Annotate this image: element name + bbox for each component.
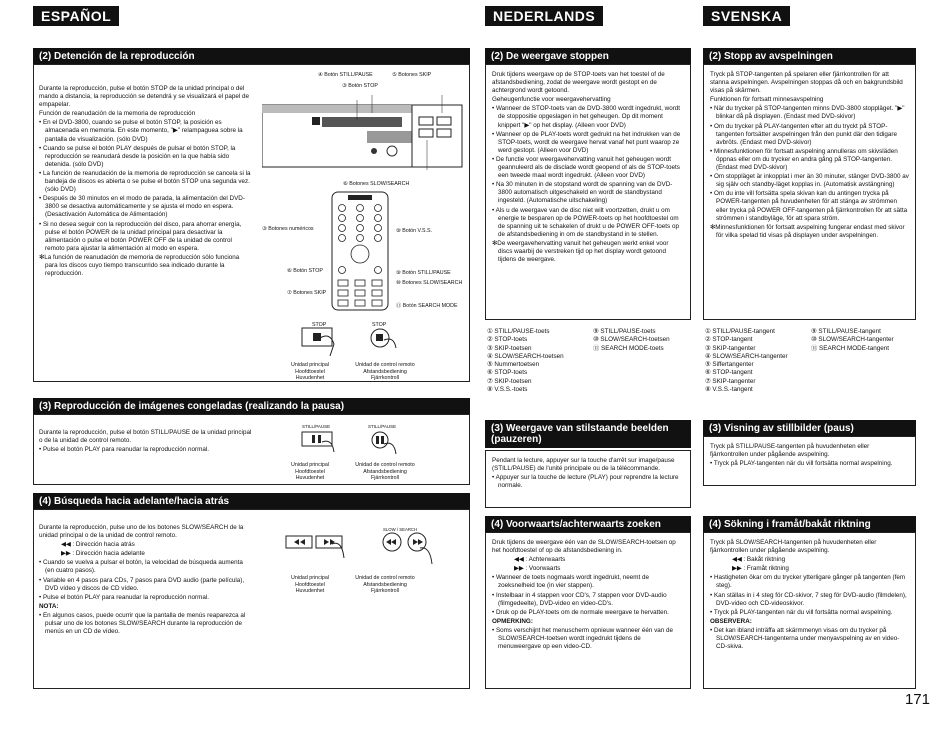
nl-legend-item: ⑨ STILL/PAUSE-toets xyxy=(593,328,656,335)
sv-legend-item: ⑥ STOP-tangent xyxy=(705,369,753,377)
nl-legend-item: ⑧ V.S.S.-toets xyxy=(487,386,528,394)
nl-legend-item: ⑩ SLOW/SEARCH-toetsen xyxy=(593,336,670,344)
es-s4_paras-paragraph: ▶▶ : Dirección hacia adelante xyxy=(61,550,145,558)
es-label-skip2: ⑦ Botones SKIP xyxy=(287,290,327,296)
es-s2_paras-paragraph: ✻La función de reanudación de memoria de reproducción sólo funciona para los discos cuyo tiempo transcurrido sea indicado durante la reproducción. xyxy=(39,253,240,278)
sv-s4_paras-paragraph: Tryck på SLOW/SEARCH-tangenten på huvudenheten eller fjärrkontrollen under pågående avspelning. xyxy=(710,539,877,555)
es-btn-slow-remote: SLOW / SEARCH xyxy=(383,527,418,532)
nl-s2_paras-paragraph: • Als u de weergave van de disc niet wilt voortzetten, drukt u om energie te besparen op de POWER-toets op het hoofdtoestel om de spanning uit te schakelen of drukt u de POWER OFF-toets op de afstandsbediening in om de standbystand in te stellen. xyxy=(492,206,679,238)
es-caption-main-3 xyxy=(275,575,345,595)
es-s2_paras-paragraph: • Cuando se pulse el botón PLAY después de pulsar el botón STOP, la reproducción se reanudará desde la posición en la que había sido detenida. (sólo DVD) xyxy=(39,144,236,168)
nl-s2_paras-paragraph: Geheugenfunctie voor weergavehervatting xyxy=(492,96,611,104)
nl-s4-box xyxy=(485,532,691,689)
nl-s2_paras-paragraph: • Wanneer de STOP-toets van de DVD-3800 wordt ingedrukt, wordt de stoppositie opgeslagen in het geheugen. Op dit moment knippert "▶" op het display. (Alleen voor DVD) xyxy=(492,105,681,129)
es-label-still-pause: ④ Botón STILL/PAUSE xyxy=(318,72,373,78)
caption-line: Fjärrkontroll xyxy=(371,375,399,381)
nl-legend-item: ⑪ SEARCH MODE-toets xyxy=(593,344,664,352)
remote-control-illustration xyxy=(330,190,390,312)
caption-line: Afstandsbediening xyxy=(363,468,407,475)
caption-line: Huvudenhet xyxy=(295,588,325,594)
sv-s4_paras-paragraph: • Kan ställas in i 4 steg för CD-skivor, 7 steg för DVD-audio (filmdelen), DVD-video och CD-videoskivor. xyxy=(710,591,907,607)
es-s4-text xyxy=(39,524,253,637)
lang-tab-sv: SVENSKA xyxy=(703,6,790,26)
caption-line: Hoofdtoestel xyxy=(295,368,325,375)
nl-s2_paras-paragraph: • De functie voor weergavehervatting vanuit het geheugen wordt geannuleerd als de disclade wordt geopend of als de STOP-toets een tweede maal wordt ingedrukt. (Alleen voor DVD) xyxy=(492,155,680,180)
nl-s4_paras-paragraph: • Druk op de PLAY-toets om de normale weergave te hervatten. xyxy=(492,608,669,616)
sv-legend-item: ② STOP-tangent xyxy=(705,336,753,344)
sv-legend-left xyxy=(705,328,788,394)
nl-legend-item: ⑤ Nummertoetsen xyxy=(487,361,540,369)
sv-legend-item: ③ SKIP-tangenter xyxy=(705,344,756,352)
sv-legend-item: ⑩ SLOW/SEARCH-tangenter xyxy=(811,336,894,344)
es-s4_paras-paragraph: NOTA: xyxy=(39,602,59,610)
nl-s4_paras-paragraph: Druk tijdens de weergave één van de SLOW/SEARCH-toetsen op het hoofdtoestel of op de afstandsbediening in. xyxy=(492,539,676,555)
es-caption-remote-3 xyxy=(350,575,420,595)
es-label-slow-search: ⑥ Botones SLOW/SEARCH xyxy=(343,181,410,187)
es-btn-stop-main: STOP xyxy=(312,322,327,328)
es-s2_paras-paragraph: • Después de 30 minutos en el modo de parada, la alimentación del DVD-3800 se desactiva automáticamente y se ajusta el modo en espera. (Desactivación Automática de Alimentación) xyxy=(39,195,245,219)
sv-s3_paras-paragraph: Tryck på STILL/PAUSE-tangenten på huvudenheten eller fjärrkontrollen under pågående avspelning. xyxy=(710,443,870,459)
sv-s3_paras-paragraph: • Tryck på PLAY-tangenten när du vill fortsätta normal avspelning. xyxy=(710,460,893,468)
sv-s4_paras-paragraph: • Det kan ibland inträffa att skärmmenyn visas om du trycker på SLOW/SEARCH-tangenterna under menyavspelning av en video-CD-skiva. xyxy=(710,626,900,651)
nl-legend-item: ① STILL/PAUSE-toets xyxy=(487,328,550,335)
es-s4_paras-paragraph: • Cuando se vuelva a pulsar el botón, la velocidad de búsqueda aumenta (en cuatro pasos). xyxy=(39,559,243,575)
es-s3_paras-paragraph: Durante la reproducción, pulse el botón STILL/PAUSE de la unidad principal o de la unidad de control remoto. xyxy=(39,429,252,445)
caption-line: Unidad de control remoto xyxy=(355,575,415,581)
dvd-player-illustration xyxy=(262,95,467,170)
es-s4_paras-paragraph: • Variable en 4 pasos para CDs, 7 pasos para DVD audio (parte película), DVD vídeo y discos de CD vídeo. xyxy=(39,576,245,592)
sv-legend-item: ⑤ Siffertangenter xyxy=(705,361,754,369)
es-label-stop2: ⑥ Botón STOP xyxy=(287,268,323,274)
es-s4_paras-paragraph: ◀◀ : Dirección hacia atrás xyxy=(61,541,135,549)
nl-legend-item: ③ SKIP-toetsen xyxy=(487,344,532,352)
nl-s4_paras-paragraph: ▶▶ : Voorwaarts xyxy=(514,565,561,573)
sv-legend-item: ⑪ SEARCH MODE-tangent xyxy=(811,344,890,352)
sv-s4-box xyxy=(703,532,916,689)
caption-line: Hoofdtoestel xyxy=(295,581,325,588)
nl-s4_paras-paragraph: • Soms verschijnt het menuscherm opnieuw wanneer één van de SLOW/SEARCH-toetsen wordt ingedrukt tijdens de menuweergave op een video-CD. xyxy=(492,626,674,651)
es-caption-main-1 xyxy=(275,362,345,382)
sv-s2_paras-paragraph: • När du trycker på STOP-tangenten minns DVD-3800 stoppläget. "▶" blinkar då på displayen. (Endast med DVD-skivor) xyxy=(710,105,905,121)
es-s3-text xyxy=(39,429,253,455)
nl-s4_paras-paragraph: OPMERKING: xyxy=(492,617,533,625)
es-s4_paras-paragraph: Durante la reproducción, pulse uno de los botones SLOW/SEARCH de la unidad principal o de la unidad de control remoto. xyxy=(39,524,244,540)
nl-s2-header: (2) De weergave stoppen xyxy=(485,48,691,65)
es-btn-stop-remote: STOP xyxy=(372,322,387,328)
caption-line: Afstandsbediening xyxy=(363,581,407,588)
nl-s2_paras-paragraph: Druk tijdens weergave op de STOP-toets van het toestel of de afstandsbediening, zodat de weergave wordt gestopt en de achtergrond wordt getoond. xyxy=(492,71,665,95)
es-caption-remote-1 xyxy=(350,362,420,382)
caption-line: Afstandsbediening xyxy=(363,368,407,375)
lang-tab-nl: NEDERLANDS xyxy=(485,6,603,26)
sv-legend-item: ⑦ SKIP-tangenter xyxy=(705,377,756,385)
sv-s2_paras-paragraph: • Om du trycker på PLAY-tangenten efter att du tryckt på STOP-tangenten fortsätter avspelningen från den punkt där den tidigare avbröts. (Endast med DVD-skivor) xyxy=(710,122,897,146)
sv-s2_paras-paragraph: Funktionen för fortsatt minnesavspelning xyxy=(710,96,824,104)
es-label-vss: ⑨ Botón V.S.S. xyxy=(396,228,433,234)
nl-s4-header: (4) Voorwaarts/achterwaarts zoeken xyxy=(485,516,691,533)
nl-legend-item: ② STOP-toets xyxy=(487,336,528,344)
es-s4_paras-paragraph: • En algunos casos, puede ocurrir que la pantalla de menús reaparezca al pulsar uno de los botones SLOW/SEARCH durante la reproducción de menús en un CD de vídeo. xyxy=(39,611,246,636)
es-s3-header: (3) Reproducción de imágenes congeladas (realizando la pausa) xyxy=(33,398,470,415)
nl-legend-item: ⑦ SKIP-toetsen xyxy=(487,377,532,385)
caption-line: Unidad principal xyxy=(291,362,329,368)
nl-s2_paras-paragraph: ✻De weergavehervatting vanuit het geheugen werkt enkel voor discs waarbij de verstreken tijd op het display wordt getoond tijdens de weergave. xyxy=(492,239,669,264)
es-label-slow2: ⑩ Botones SLOW/SEARCH xyxy=(396,280,463,286)
nl-s2-box xyxy=(485,64,691,320)
es-btn-still-main: STILL/PAUSE xyxy=(302,424,331,429)
nl-legend-left xyxy=(487,328,564,394)
sv-s4_paras-paragraph: • Hastigheten ökar om du trycker ytterligare gånger på tangenten (fem steg). xyxy=(710,574,906,590)
sv-s4_paras-paragraph: • Tryck på PLAY-tangenten när du vill fortsätta normal avspelning. xyxy=(710,608,893,616)
sv-s2-header: (2) Stopp av avspelningen xyxy=(703,48,916,65)
es-s2-text xyxy=(39,85,253,279)
caption-line: Unidad de control remoto xyxy=(355,462,415,468)
sv-legend-item: ⑨ STILL/PAUSE-tangent xyxy=(811,328,881,335)
page-number: 171 xyxy=(904,691,930,708)
caption-line: Huvudenhet xyxy=(295,475,325,481)
sv-legend-item: ① STILL/PAUSE-tangent xyxy=(705,328,775,335)
es-label-skip: ⑤ Botones SKIP xyxy=(392,72,432,78)
nl-s2_paras-paragraph: • Wanneer op de PLAY-toets wordt gedrukt na het indrukken van de STOP-toets, wordt de weergave hervat vanaf het punt waarop ze werd gestopt. (Alleen voor DVD) xyxy=(492,130,681,154)
es-s2_paras-paragraph: Función de reanudación de la memoria de reproducción xyxy=(39,110,196,118)
es-label-still2: ⑨ Botón STILL/PAUSE xyxy=(396,270,451,276)
nl-s3-header: (3) Weergave van stilstaande beelden (pauzeren) xyxy=(485,420,691,448)
caption-line: Fjärrkontroll xyxy=(371,475,399,481)
search-button-press-illustration xyxy=(282,522,452,572)
nl-s3_paras-paragraph: Pendant la lecture, appuyer sur la touche d'arrêt sur image/pause (STILL/PAUSE) de l'unité principale ou de la télécommande. xyxy=(492,457,675,473)
es-s2-header: (2) Detención de la reproducción xyxy=(33,48,470,65)
caption-line: Unidad principal xyxy=(291,462,329,468)
nl-s4_paras-paragraph: • Wanneer de toets nogmaals wordt ingedrukt, neemt de zoeksnelheid toe (in vier stappen). xyxy=(492,574,650,590)
es-s4-header: (4) Búsqueda hacia adelante/hacia atrás xyxy=(33,493,470,510)
sv-legend-item: ④ SLOW/SEARCH-tangenter xyxy=(705,352,788,360)
es-s2_paras-paragraph: • Si no desea seguir con la reproducción del disco, para ahorrar energía, pulse el botón POWER de la unidad principal para desactivar la alimentación o pulse el botón POWER OFF de la unidad de control remoto para ajustar la alimentación al modo en espera. xyxy=(39,220,242,252)
es-s3_paras-paragraph: • Pulse el botón PLAY para reanudar la reproducción normal. xyxy=(39,446,209,454)
sv-legend-item: ⑧ V.S.S.-tangent xyxy=(705,386,753,394)
nl-legend-item: ⑥ STOP-toets xyxy=(487,369,528,377)
sv-s2_paras-paragraph: • Om du inte vill fortsätta spela skivan kan du antingen trycka på POWER-tangenten på huvudenheten för att stänga av strömmen eller trycka på POWER OFF-tangenten på fjärrkontrollen för att sätta strömmen i standbyläge, för att spara ström. xyxy=(710,190,908,222)
es-label-stop: ③ Botón STOP xyxy=(342,83,378,89)
sv-s4_paras-paragraph: OBSERVERA: xyxy=(710,617,752,625)
sv-s4-header: (4) Sökning i framåt/bakåt riktning xyxy=(703,516,916,533)
es-btn-still-remote: STILL/PAUSE xyxy=(368,424,397,429)
sv-legend-right xyxy=(811,328,894,353)
es-caption-remote-2 xyxy=(350,462,420,482)
sv-s4_paras-paragraph: ◀◀ : Bakåt riktning xyxy=(732,556,786,564)
nl-s4_paras-paragraph: • Instelbaar in 4 stappen voor CD's, 7 stappen voor DVD-audio (filmgedeelte), DVD-video en video-CD's. xyxy=(492,591,667,607)
caption-line: Hoofdtoestel xyxy=(295,468,325,475)
es-s2_paras-paragraph: • En el DVD-3800, cuando se pulse el botón STOP, la posición es almacenada en memoria. En este momento, "▶" relampaguea sobre la pantalla de visualización. (sólo DVD) xyxy=(39,119,243,143)
lang-tab-es: ESPAÑOL xyxy=(33,6,119,26)
es-caption-main-2 xyxy=(275,462,345,482)
nl-s3_paras-paragraph: • Appuyer sur la touche de lecture (PLAY) pour reprendre la lecture normale. xyxy=(492,474,679,490)
es-s2_paras-paragraph: Durante la reproducción, pulse el botón STOP de la unidad principal o del mando a distancia, la reproducción se detendrá y se visualizará el papel de empapelar. xyxy=(39,85,250,109)
es-s4_paras-paragraph: • Pulse el botón PLAY para reanudar la reproducción normal. xyxy=(39,593,209,601)
caption-line: Unidad principal xyxy=(291,575,329,581)
sv-s2_paras-paragraph: • Minnesfunktionen för fortsatt avspelning annulleras om skivsläden öppnas eller om du trycker en andra gång på STOP-tangenten. (Endast med DVD-skivor) xyxy=(710,147,898,172)
sv-s2_paras-paragraph: Tryck på STOP-tangenten på spelaren eller fjärrkontrollen för att stanna avspelningen. Avspelningen stoppas då och en bakgrundsbild visas på skärmen. xyxy=(710,71,903,95)
sv-s2_paras-paragraph: • Om stoppläget är inkopplat i mer än 30 minuter, stänger DVD-3800 av sig själv och standby-läget kopplas in. (Automatisk avstängning) xyxy=(710,173,909,189)
caption-line: Unidad de control remoto xyxy=(355,362,415,368)
nl-s4_paras-paragraph: ◀◀ : Achterwaarts xyxy=(514,556,566,564)
sv-s3-box xyxy=(703,436,916,486)
nl-legend-right xyxy=(593,328,670,353)
nl-legend-item: ④ SLOW/SEARCH-toetsen xyxy=(487,352,564,360)
sv-s3-header: (3) Visning av stillbilder (paus) xyxy=(703,420,916,437)
sv-s2_paras-paragraph: ✻Minnesfunktionen för fortsatt avspelning fungerar endast med skivor för vilka spelad tid visas på displayen under avspelningen. xyxy=(710,223,905,239)
sv-s2-box xyxy=(703,64,916,320)
nl-s3-box xyxy=(485,450,691,508)
es-s2_paras-paragraph: • La función de reanudación de la memoria de reproducción se cancela si la bandeja de discos es abierta o se pulse el botón STOP una segunda vez. (sólo DVD) xyxy=(39,169,251,194)
es-label-search-mode: ⑪ Botón SEARCH MODE xyxy=(396,303,458,309)
es-label-numeric: ③ Botones numéricos xyxy=(262,226,314,232)
caption-line: Fjärrkontroll xyxy=(371,588,399,594)
caption-line: Huvudenhet xyxy=(295,375,325,381)
nl-s2_paras-paragraph: • Na 30 minuten in de stopstand wordt de spanning van de DVD-3800 automatisch uitgeschakeld en wordt de standbystand ingesteld. (Automatische uitschakeling) xyxy=(492,181,673,205)
sv-s4_paras-paragraph: ▶▶ : Framåt riktning xyxy=(732,565,789,573)
